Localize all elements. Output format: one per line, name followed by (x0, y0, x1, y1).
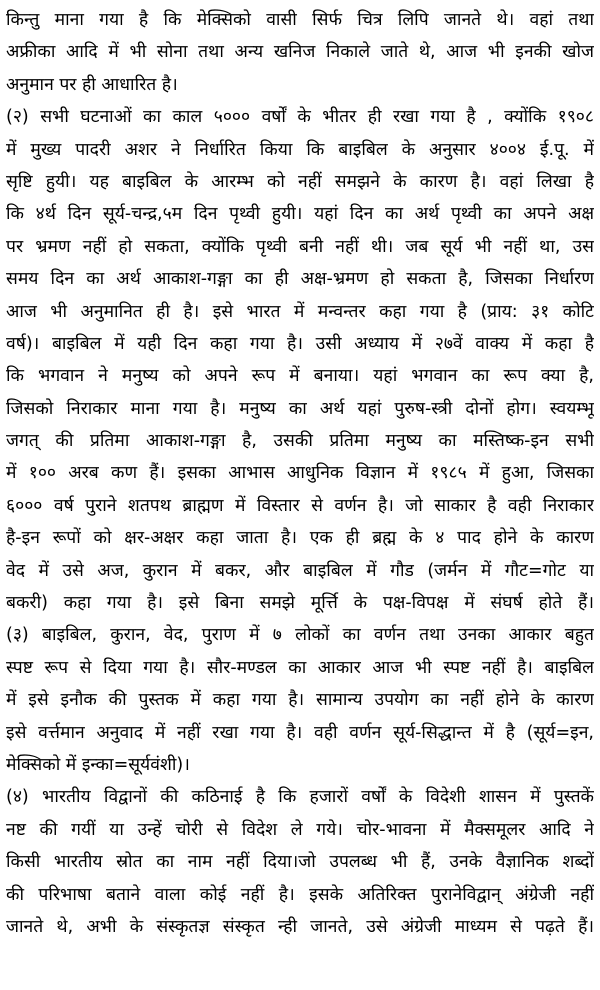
text-line: पर भ्रमण नहीं हो सकता, क्योंकि पृथ्वी बनी नहीं थी। जब सूर्य भी नहीं था, उस (6, 236, 594, 257)
text-line: किसी भारतीय स्रोत का नाम नहीं दिया।जो उपलब्ध भी हैं, उनके वैज्ञानिक शब्दों (6, 852, 594, 873)
text-line: जिसको निराकार माना गया है। मनुष्य का अर्थ यहां पुरुष-स्त्री दोनों होग। स्वयम्भू (6, 398, 594, 419)
text-line: वेद में उसे अज, कुरान में बकर, और बाइबिल में गौड (जर्मन में गौट=गोट या (6, 560, 594, 581)
text-line: जगत् की प्रतिमा आकाश-गङ्गा है, उसकी प्रतिमा मनुष्य का मस्तिष्क-इन सभी (6, 431, 594, 452)
text-line: में इसे इनौक की पुस्तक में कहा गया है। सामान्य उपयोग का नहीं होने के कारण (6, 690, 594, 711)
text-line: (४) भारतीय विद्वानों की कठिनाई है कि हजारों वर्षों के विदेशी शासन में पुस्तकें (6, 787, 594, 808)
text-line: कि ४र्थ दिन सूर्य-चन्द्र,५म दिन पृथ्वी हुयी। यहां दिन का अर्थ पृथ्वी का अपने अक्ष (6, 204, 594, 225)
text-line: अफ्रीका आदि में भी सोना तथा अन्य खनिज निकाले जाते थे, आज भी इनकी खोज (6, 42, 594, 63)
text-line: नष्ट की गयीं या उन्हें चोरी से विदेश ले गये। चोर-भावना में मैक्समूलर आदि ने (6, 819, 594, 840)
text-line: आज भी अनुमानित ही है। इसे भारत में मन्वन्तर कहा गया है (प्राय: ३१ कोटि (6, 301, 594, 322)
text-line: (३) बाइबिल, कुरान, वेद, पुराण में ७ लोकों का वर्णन तथा उनका आकार बहुत (6, 625, 594, 646)
text-line: ६००० वर्ष पुराने शतपथ ब्राह्मण में विस्तार से वर्णन है। जो साकार है वही निराकार (6, 495, 594, 516)
text-line: वर्ष)। बाइबिल में यही दिन कहा गया है। उसी अध्याय में २७वें वाक्य में कहा है (6, 333, 594, 354)
text-line: में १०० अरब कण हैं। इसका आभास आधुनिक विज्ञान में १९८५ में हुआ, जिसका (6, 463, 594, 484)
text-line: स्पष्ट रूप से दिया गया है। सौर-मण्डल का आकार आज भी स्पष्ट नहीं है। बाइबिल (6, 657, 594, 678)
text-line: में मुख्य पादरी अशर ने निर्धारित किया कि बाइबिल के अनुसार ४००४ ई.पू. में (6, 139, 594, 160)
text-line: की परिभाषा बताने वाला कोई नहीं है। इसके अतिरिक्त पुरानेविद्वान् अंग्रेजी नहीं (6, 884, 594, 905)
text-line: इसे वर्त्तमान अनुवाद में नहीं रखा गया है। वही वर्णन सूर्य-सिद्धान्त में है (सूर्य=इन, (6, 722, 594, 743)
text-line: कि भगवान ने मनुष्य को अपने रूप में बनाया। यहां भगवान का रूप क्या है, (6, 366, 594, 387)
text-line: (२) सभी घटनाओं का काल ५००० वर्षों के भीतर ही रखा गया है , क्योंकि १९०८ (6, 107, 594, 128)
text-line: मेक्सिको में इन्का=सूर्यवंशी)। (6, 754, 190, 775)
text-line: किन्तु माना गया है कि मेक्सिको वासी सिर्फ चित्र लिपि जानते थे। वहां तथा (6, 10, 594, 30)
text-line: बकरी) कहा गया है। इसे बिना समझे मूर्त्ति के पक्ष-विपक्ष में संघर्ष होते हैं। (6, 593, 594, 614)
text-line: समय दिन का अर्थ आकाश-गङ्गा का ही अक्ष-भ्रमण हो सकता है, जिसका निर्धारण (6, 269, 594, 290)
text-line: सृष्टि हुयी। यह बाइबिल के आरम्भ को नहीं समझने के कारण है। वहां लिखा है (6, 171, 594, 192)
text-line: अनुमान पर ही आधारित है। (6, 74, 178, 95)
text-line: जानते थे, अभी के संस्कृतज्ञ संस्कृत न्ही जानते, उसे अंग्रेजी माध्यम से पढ़ते हैं। (6, 916, 594, 937)
text-line: है-इन रूपों को क्षर-अक्षर कहा जाता है। एक ही ब्रह्म के ४ पाद होने के कारण (6, 528, 594, 549)
